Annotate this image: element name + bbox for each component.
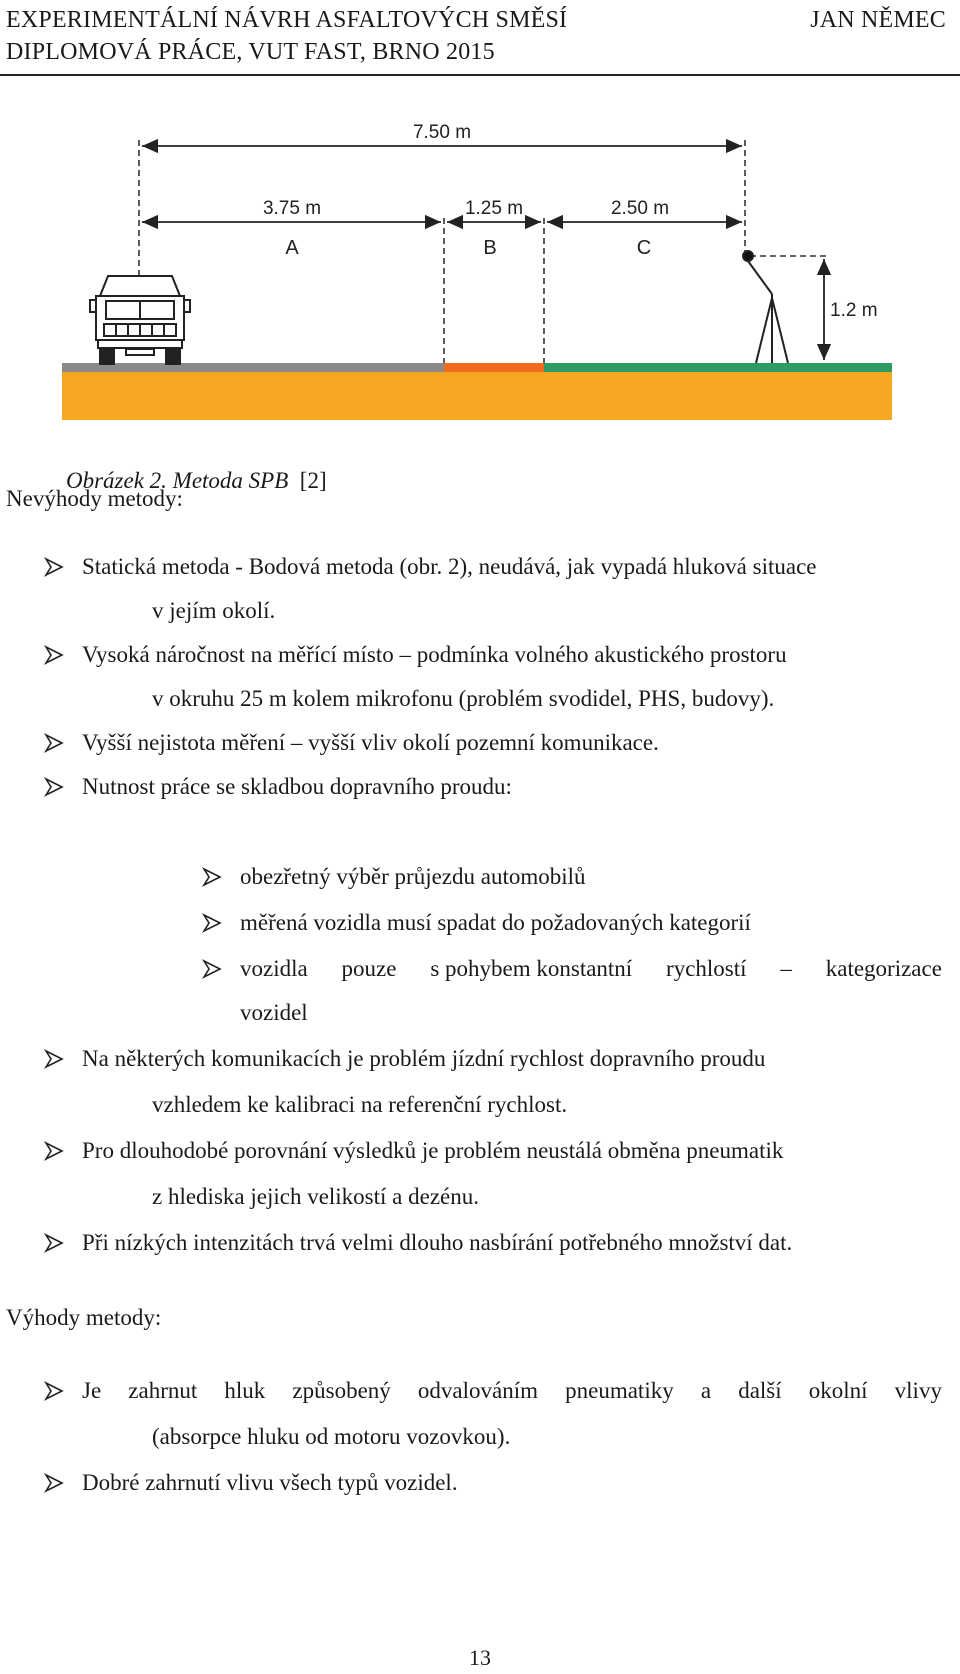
segment-b-label: B: [483, 237, 497, 259]
disadvantage-subitem-3-text: [240, 954, 942, 984]
disadvantage-subitem-3-continuation: vozidel: [240, 1000, 308, 1025]
word: rychlostí: [666, 956, 747, 981]
page-number: 13: [469, 1645, 491, 1670]
arrow-bullet-icon: [44, 1233, 64, 1253]
disadvantage-subitem-1-text: obezřetný výběr průjezdu automobilů: [240, 864, 586, 889]
arrow-bullet-icon: [202, 913, 222, 933]
disadvantages-heading: Nevýhody metody:: [6, 486, 183, 511]
advantage-item-2-text: Dobré zahrnutí vlivu všech typů vozidel.: [82, 1470, 458, 1495]
word: odvalováním: [417, 1378, 538, 1403]
arrow-bullet-icon: [44, 1381, 64, 1401]
advantages-heading: Výhody metody:: [6, 1305, 162, 1330]
disadvantage-item-6-text: Pro dlouhodobé porovnání výsledků je problém neustálá obměna pneumatik: [82, 1138, 784, 1163]
disadvantage-item-4-text: Nutnost práce se skladbou dopravního proudu:: [82, 774, 512, 799]
arrow-bullet-icon: [202, 867, 222, 887]
word: způsobený: [292, 1378, 391, 1403]
word: kategorizace: [825, 956, 942, 981]
ground-layer: [62, 371, 892, 420]
truck-icon: [90, 276, 190, 364]
disadvantage-item-1-continuation: v jejím okolí.: [152, 598, 276, 623]
word: –: [780, 956, 792, 981]
road-surface-segment-c: [544, 363, 892, 372]
disadvantage-item-5-continuation: vzhledem ke kalibraci na referenční rychlost.: [152, 1092, 568, 1117]
segment-c-distance-label: 2.50 m: [610, 198, 670, 219]
header-rule: [0, 74, 960, 76]
page-header: [6, 4, 946, 68]
arrow-bullet-icon: [44, 1049, 64, 1069]
advantage-item-1-text: [82, 1376, 942, 1406]
header-author: JAN NĚMEC: [810, 7, 946, 33]
microphone-tripod-icon: [743, 251, 788, 363]
disadvantage-item-2-text: Vysoká náročnost na měřící místo – podmínka volného akustického prostoru: [82, 642, 787, 667]
arrow-bullet-icon: [44, 733, 64, 753]
arrow-bullet-icon: [44, 777, 64, 797]
word: a: [700, 1378, 712, 1403]
disadvantage-item-7-text: Při nízkých intenzitách trvá velmi dlouho nasbírání potřebného množství dat.: [82, 1230, 793, 1255]
word: vozidla: [240, 956, 308, 981]
segment-c-label: C: [636, 237, 652, 259]
word: okolní: [808, 1378, 868, 1403]
word: hluk: [224, 1378, 266, 1403]
word: další: [738, 1378, 782, 1403]
word: Je: [82, 1378, 102, 1403]
figure-caption-text: Obrázek 2. Metoda SPB: [66, 468, 289, 493]
disadvantage-subitem-2-text: měřená vozidla musí spadat do požadovaných kategorií: [240, 910, 751, 935]
total-distance-label: 7.50 m: [412, 122, 472, 143]
segment-a-label: A: [285, 237, 299, 259]
word: zahrnut: [128, 1378, 198, 1403]
advantage-item-1-continuation: (absorpce hluku od motoru vozovkou).: [152, 1424, 511, 1449]
segment-b-distance-label: 1.25 m: [464, 198, 524, 219]
arrow-bullet-icon: [44, 1141, 64, 1161]
arrow-bullet-icon: [44, 557, 64, 577]
microphone-height-label: 1.2 m: [830, 300, 878, 321]
arrow-bullet-icon: [44, 1473, 64, 1493]
road-surface-segment-b: [444, 363, 544, 372]
word: pouze: [341, 956, 397, 981]
disadvantage-item-3-text: Vyšší nejistota měření – vyšší vliv okolí pozemní komunikace.: [82, 730, 659, 755]
word: vlivy: [894, 1378, 942, 1403]
disadvantage-item-5-text: Na některých komunikacích je problém jízdní rychlost dopravního proudu: [82, 1046, 766, 1071]
road-surface-grey: [62, 363, 444, 372]
header-title-line1: EXPERIMENTÁLNÍ NÁVRH ASFALTOVÝCH SMĚSÍ: [6, 7, 568, 33]
segment-a-distance-label: 3.75 m: [262, 198, 322, 219]
spb-method-diagram: [60, 118, 900, 460]
disadvantage-item-1-text: Statická metoda - Bodová metoda (obr. 2), neudává, jak vypadá hluková situace: [82, 554, 817, 579]
word: pneumatiky: [565, 1378, 674, 1403]
header-title-line2: DIPLOMOVÁ PRÁCE, VUT FAST, BRNO 2015: [6, 39, 495, 65]
arrow-bullet-icon: [44, 645, 64, 665]
word: s pohybem konstantní: [430, 956, 633, 981]
figure-caption-reference: [2]: [299, 468, 327, 493]
arrow-bullet-icon: [202, 959, 222, 979]
disadvantage-item-6-continuation: z hlediska jejich velikostí a dezénu.: [152, 1184, 479, 1209]
disadvantage-item-2-continuation: v okruhu 25 m kolem mikrofonu (problém svodidel, PHS, budovy).: [152, 686, 775, 711]
